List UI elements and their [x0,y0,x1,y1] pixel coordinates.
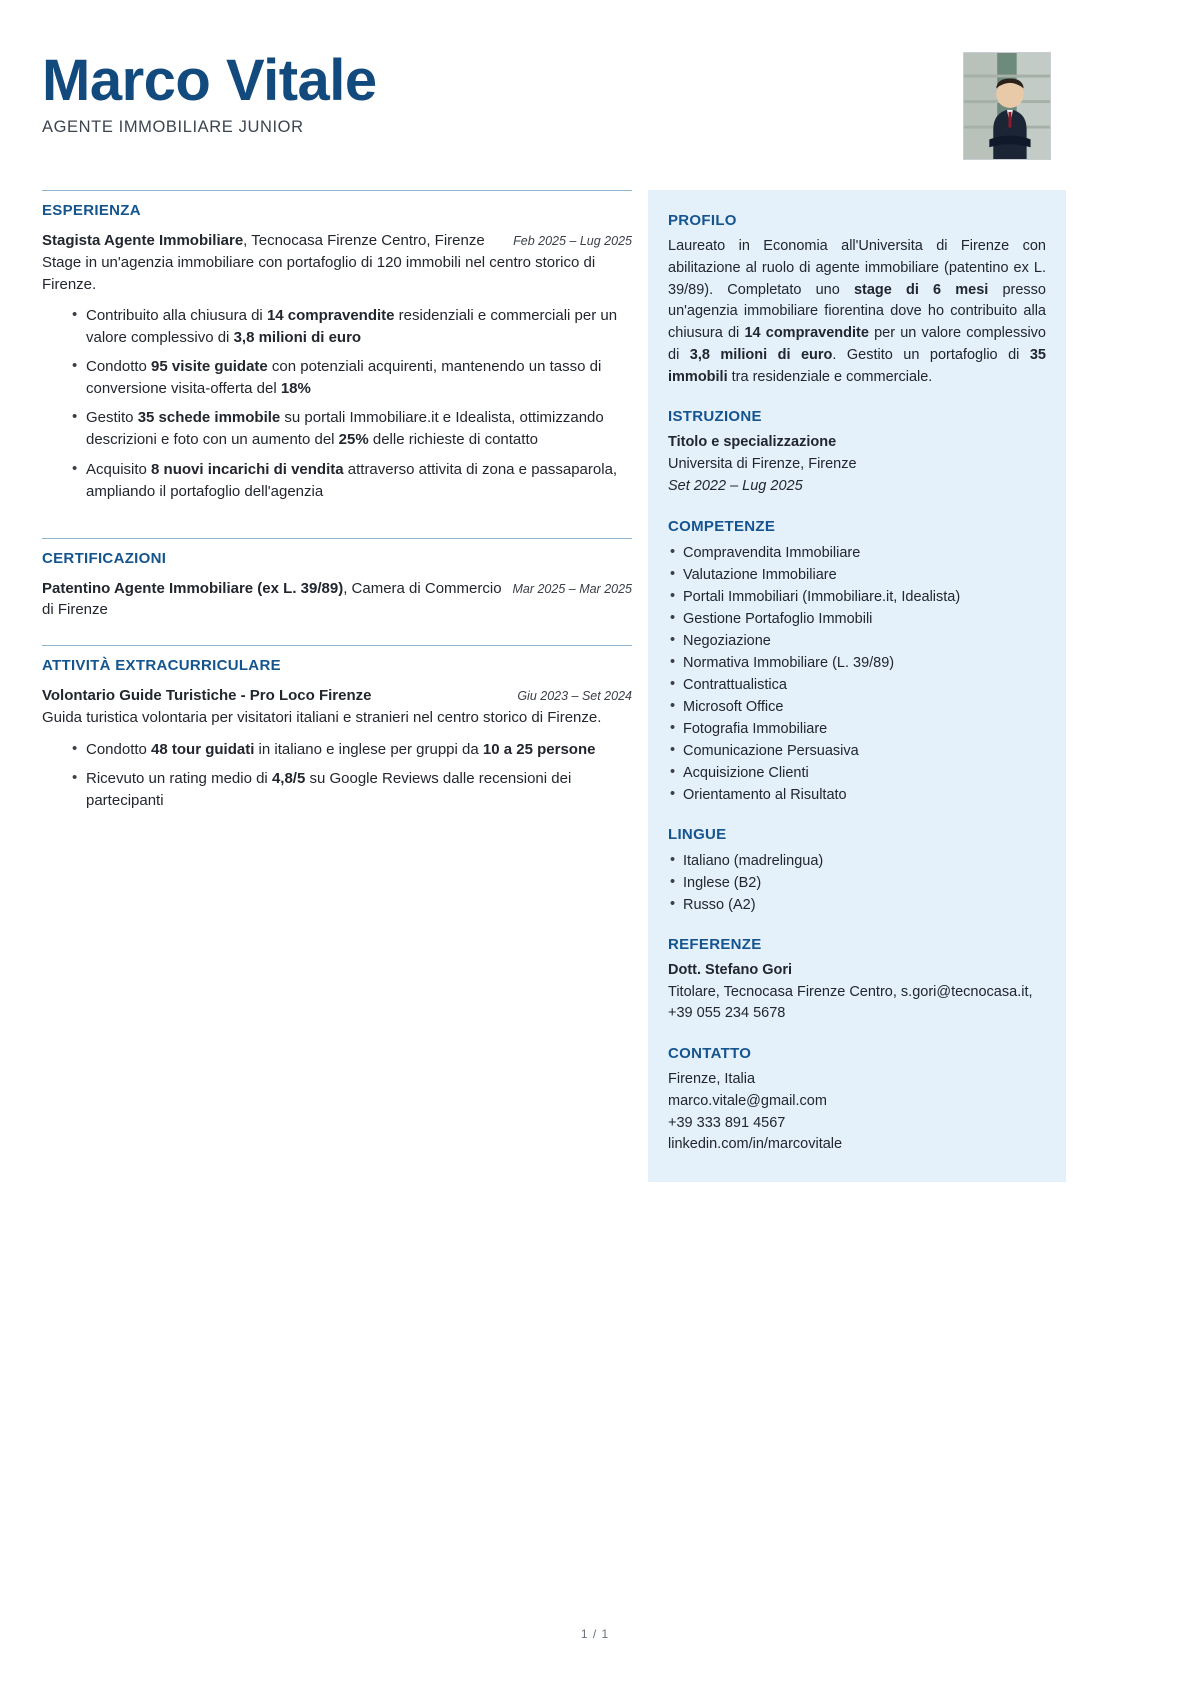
extracurricular-entry-head [42,685,632,707]
spacer [668,388,1046,408]
spacer [668,916,1046,936]
section-extracurricular [42,645,632,812]
profile-text: Laureato in Economia all'Universita di Firenze con abilitazione al ruolo di agente immobiliare (patentino ex L. 39/89). Completato uno stage di 6 mesi presso un'agenzia immobiliare fiorentina dove ho contribuito alla chiusura di 14 compravendite per un valore complessivo di 3,8 milioni di euro. Gestito un portafoglio di 35 immobili tra residenziale e commerciale. [668,238,1046,385]
list-item: • Acquisizione Clienti [668,762,1046,784]
certification-name: Patentino Agente Immobiliare (ex L. 39/89) [42,579,344,597]
education-degree: Titolo e specializzazione [668,434,837,451]
list-item: • Microsoft Office [668,696,1046,718]
section-divider [42,645,632,646]
extracurricular-role [42,685,507,707]
candidate-name: Marco Vitale [42,48,377,113]
section-title-certifications: CERTIFICAZIONI [42,549,167,567]
list-item: • Inglese (B2) [668,872,1046,894]
experience-role-company [42,230,503,252]
sidebar-title-contact: CONTATTO [668,1045,752,1063]
reference-details: Titolare, Tecnocasa Firenze Centro, s.gori@tecnocasa.it, +39 055 234 5678 [668,983,1033,1022]
bullet-item: • Contribuito alla chiusura di 14 compravendite residenziali e commerciali per un valore complessivo di 3,8 milioni di euro [72,305,632,349]
candidate-job-title: AGENTE IMMOBILIARE JUNIOR [42,118,304,136]
sidebar-title-education: ISTRUZIONE [668,408,762,426]
experience-company: , Tecnocasa Firenze Centro, Firenze [243,232,485,249]
sidebar-section-languages [668,826,1046,916]
contact-email[interactable]: marco.vitale@gmail.com [668,1092,827,1109]
bullet-item: • Ricevuto un rating medio di 4,8/5 su Google Reviews dalle recensioni dei partecipanti [72,768,632,812]
experience-role: Stagista Agente Immobiliare [42,232,244,249]
sidebar-column [648,190,1066,1182]
extracurricular-date: Giu 2023 – Set 2024 [517,689,632,704]
spacer [42,510,632,538]
bullet-item: • Gestito 35 schede immobile su portali Immobiliare.it e Idealista, ottimizzando descrizioni e foto con un aumento del 25% delle richieste di contatto [72,407,632,451]
list-item: • Compravendita Immobiliare [668,542,1046,564]
certification-entry-head [42,578,632,622]
list-item: • Fotografia Immobiliare [668,718,1046,740]
profile-photo [963,52,1051,160]
extracurricular-entry [42,685,632,812]
list-item: • Negoziazione [668,630,1046,652]
list-item: • Italiano (madrelingua) [668,850,1046,872]
spacer [42,625,632,645]
sidebar-title-profile: PROFILO [668,212,737,229]
sidebar-section-references [668,936,1046,1025]
languages-list [668,850,1046,916]
list-item: • Valutazione Immobiliare [668,564,1046,586]
sidebar-section-education [668,408,1046,497]
list-item: • Gestione Portafoglio Immobili [668,608,1046,630]
reference-name: Dott. Stefano Gori [668,961,793,978]
experience-description: Stage in un'agenzia immobiliare con portafoglio di 120 immobili nel centro storico di Firenze. [42,253,596,293]
spacer [668,1025,1046,1045]
bullet-item: • Condotto 48 tour guidati in italiano e inglese per gruppi da 10 a 25 persone [72,739,632,761]
certification-issuer: , Camera di Commercio di Firenze [42,579,502,619]
sidebar-section-contact [668,1045,1046,1156]
certification-role-issuer [42,578,502,622]
education-school: Universita di Firenze, Firenze [668,456,857,472]
list-item: • Orientamento al Risultato [668,784,1046,806]
contact-location: Firenze, Italia [668,1071,756,1088]
sidebar-title-references: REFERENZE [668,935,762,953]
bullet-item: • Condotto 95 visite guidate con potenziali acquirenti, mantenendo un tasso di conversione visita-offerta del 18% [72,356,632,400]
main-content-column [42,190,632,819]
skills-list [668,542,1046,806]
list-item: • Portali Immobiliari (Immobiliare.it, Idealista) [668,586,1046,608]
section-divider [42,538,632,539]
experience-bullet-list [42,305,632,502]
page-number: 1 / 1 [580,1627,610,1641]
section-title-experience: ESPERIENZA [42,202,141,219]
section-title-extracurricular: ATTIVITÀ EXTRACURRICULARE [42,657,281,675]
certification-date: Mar 2025 – Mar 2025 [512,581,632,596]
experience-entry-head [42,230,632,252]
profile-photo-image [964,53,1050,159]
extracurricular-bullet-list [42,739,632,812]
extracurricular-description: Guida turistica volontaria per visitatori italiani e stranieri nel centro storico di Firenze. [42,708,602,726]
section-divider [42,190,632,191]
experience-date: Feb 2025 – Lug 2025 [513,234,632,248]
sidebar-section-profile [668,212,1046,388]
bullet-item: • Acquisito 8 nuovi incarichi di vendita attraverso attivita di zona e passaparola, ampliando il portafoglio dell'agenzia [72,459,632,503]
section-experience [42,190,632,503]
list-item: • Contrattualistica [668,674,1046,696]
list-item: • Comunicazione Persuasiva [668,740,1046,762]
sidebar-title-skills: COMPETENZE [668,517,776,535]
list-item: • Normativa Immobiliare (L. 39/89) [668,652,1046,674]
extracurricular-role-text: Volontario Guide Turistiche - Pro Loco Firenze [42,687,372,705]
list-item: • Russo (A2) [668,894,1046,916]
certification-entry [42,578,632,622]
contact-linkedin[interactable]: linkedin.com/in/marcovitale [668,1136,843,1153]
contact-phone: +39 333 891 4567 [668,1114,786,1131]
section-certifications [42,538,632,622]
spacer [668,806,1046,826]
resume-header [42,48,1148,172]
sidebar-title-languages: LINGUE [668,825,727,843]
experience-entry [42,230,632,503]
education-date: Set 2022 – Lug 2025 [668,477,803,494]
spacer [668,498,1046,518]
sidebar-section-skills [668,518,1046,806]
